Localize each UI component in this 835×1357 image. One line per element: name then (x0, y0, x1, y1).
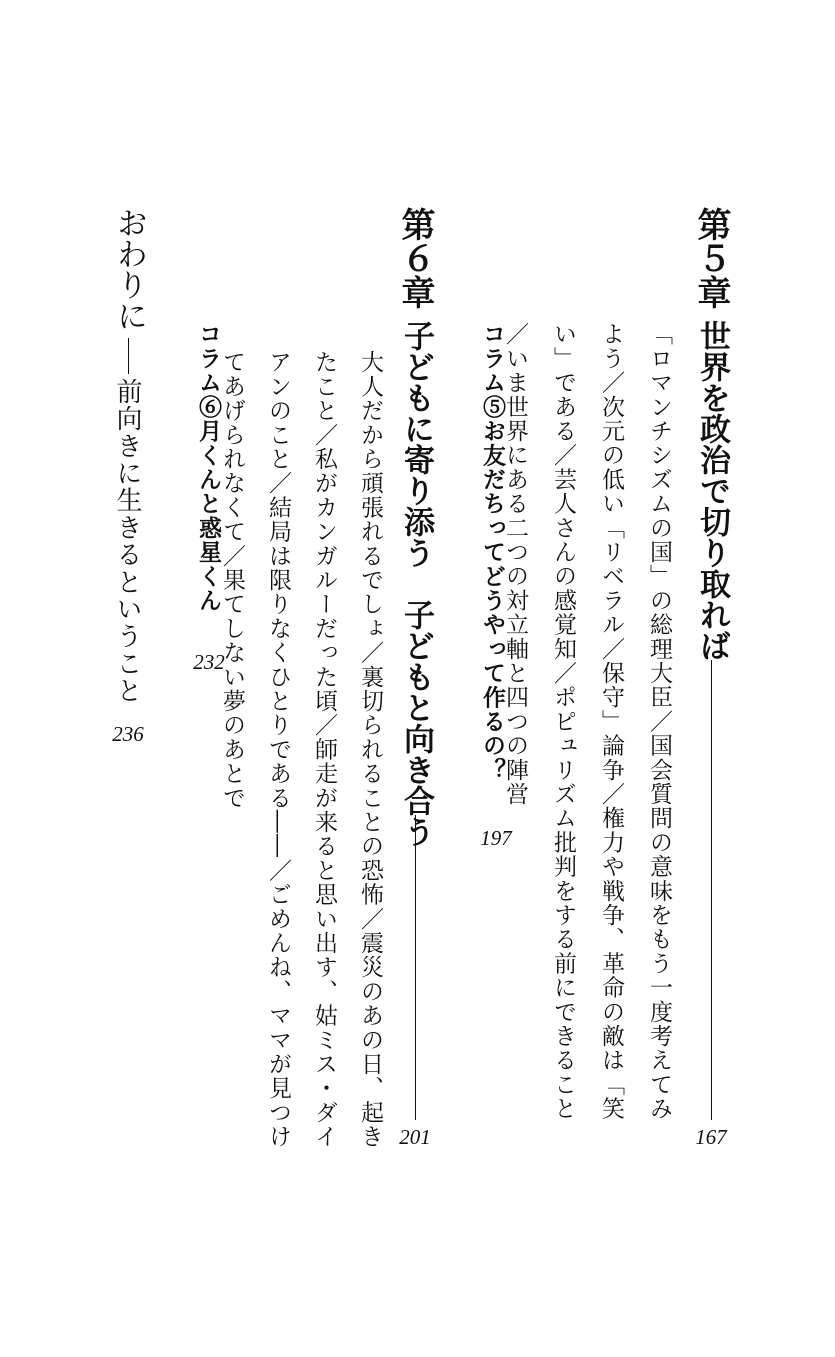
closing-subtitle: 前向きに生きるということ (112, 378, 142, 705)
chapter5-leader-line (711, 660, 712, 1120)
closing-leader-line (128, 338, 129, 374)
chapter6-title[interactable]: 子どもに寄り添う 子どもと向き合う (398, 320, 434, 847)
column6-label: コラム⑥ (195, 322, 222, 419)
chapter6-item-line-4: てあげられなくて／果てしない夢のあとで (219, 350, 245, 810)
column5-title: お友だちってどうやって作るの？ (479, 418, 506, 782)
closing-title[interactable]: おわりに (111, 207, 147, 331)
chapter6-label: 第６章 (395, 207, 435, 309)
column6-page-number: 232 (193, 650, 225, 674)
column5-label: コラム⑤ (479, 322, 506, 419)
chapter5-label: 第５章 (691, 207, 731, 309)
chapter6-item-line-1: 大人だから頑張れるでしょ／裏切られることの恐怖／震災のあの日、起き (357, 350, 383, 1149)
chapter5-item-line-1: 「ロマンチシズムの国」の総理大臣／国会質問の意味をもう一度考えてみ (646, 322, 672, 1121)
column6-title: 月くんと惑星くん (195, 418, 222, 613)
chapter5-item-line-3: い」である／芸人さんの感覚知／ポピュリズム批判をする前にできること (550, 322, 576, 1121)
chapter5-title[interactable]: 世界を政治で切り取れば (694, 320, 730, 661)
chapter5-item-line-2: よう／次元の低い「リベラル／保守」論争／権力や戦争、革命の敵は「笑 (598, 322, 624, 1121)
chapter6-page-number: 201 (399, 1125, 431, 1149)
chapter5-item-line-4: ／いま世界にある二つの対立軸と四つの陣営 (502, 322, 528, 806)
chapter5-page-number: 167 (695, 1125, 727, 1149)
column6-entry[interactable] (196, 322, 220, 612)
chapter6-item-line-2: たこと／私がカンガルーだった頃／師走が来ると思い出す、姑ミス・ダイ (311, 350, 337, 1149)
column5-page-number: 197 (480, 826, 512, 850)
chapter6-leader-line (415, 815, 416, 1120)
closing-page-number: 236 (112, 722, 144, 746)
chapter6-item-line-3: アンのこと／結局は限りなくひとりである――／ごめんね、ママが見つけ (265, 350, 291, 1149)
column5-entry[interactable] (480, 322, 504, 782)
